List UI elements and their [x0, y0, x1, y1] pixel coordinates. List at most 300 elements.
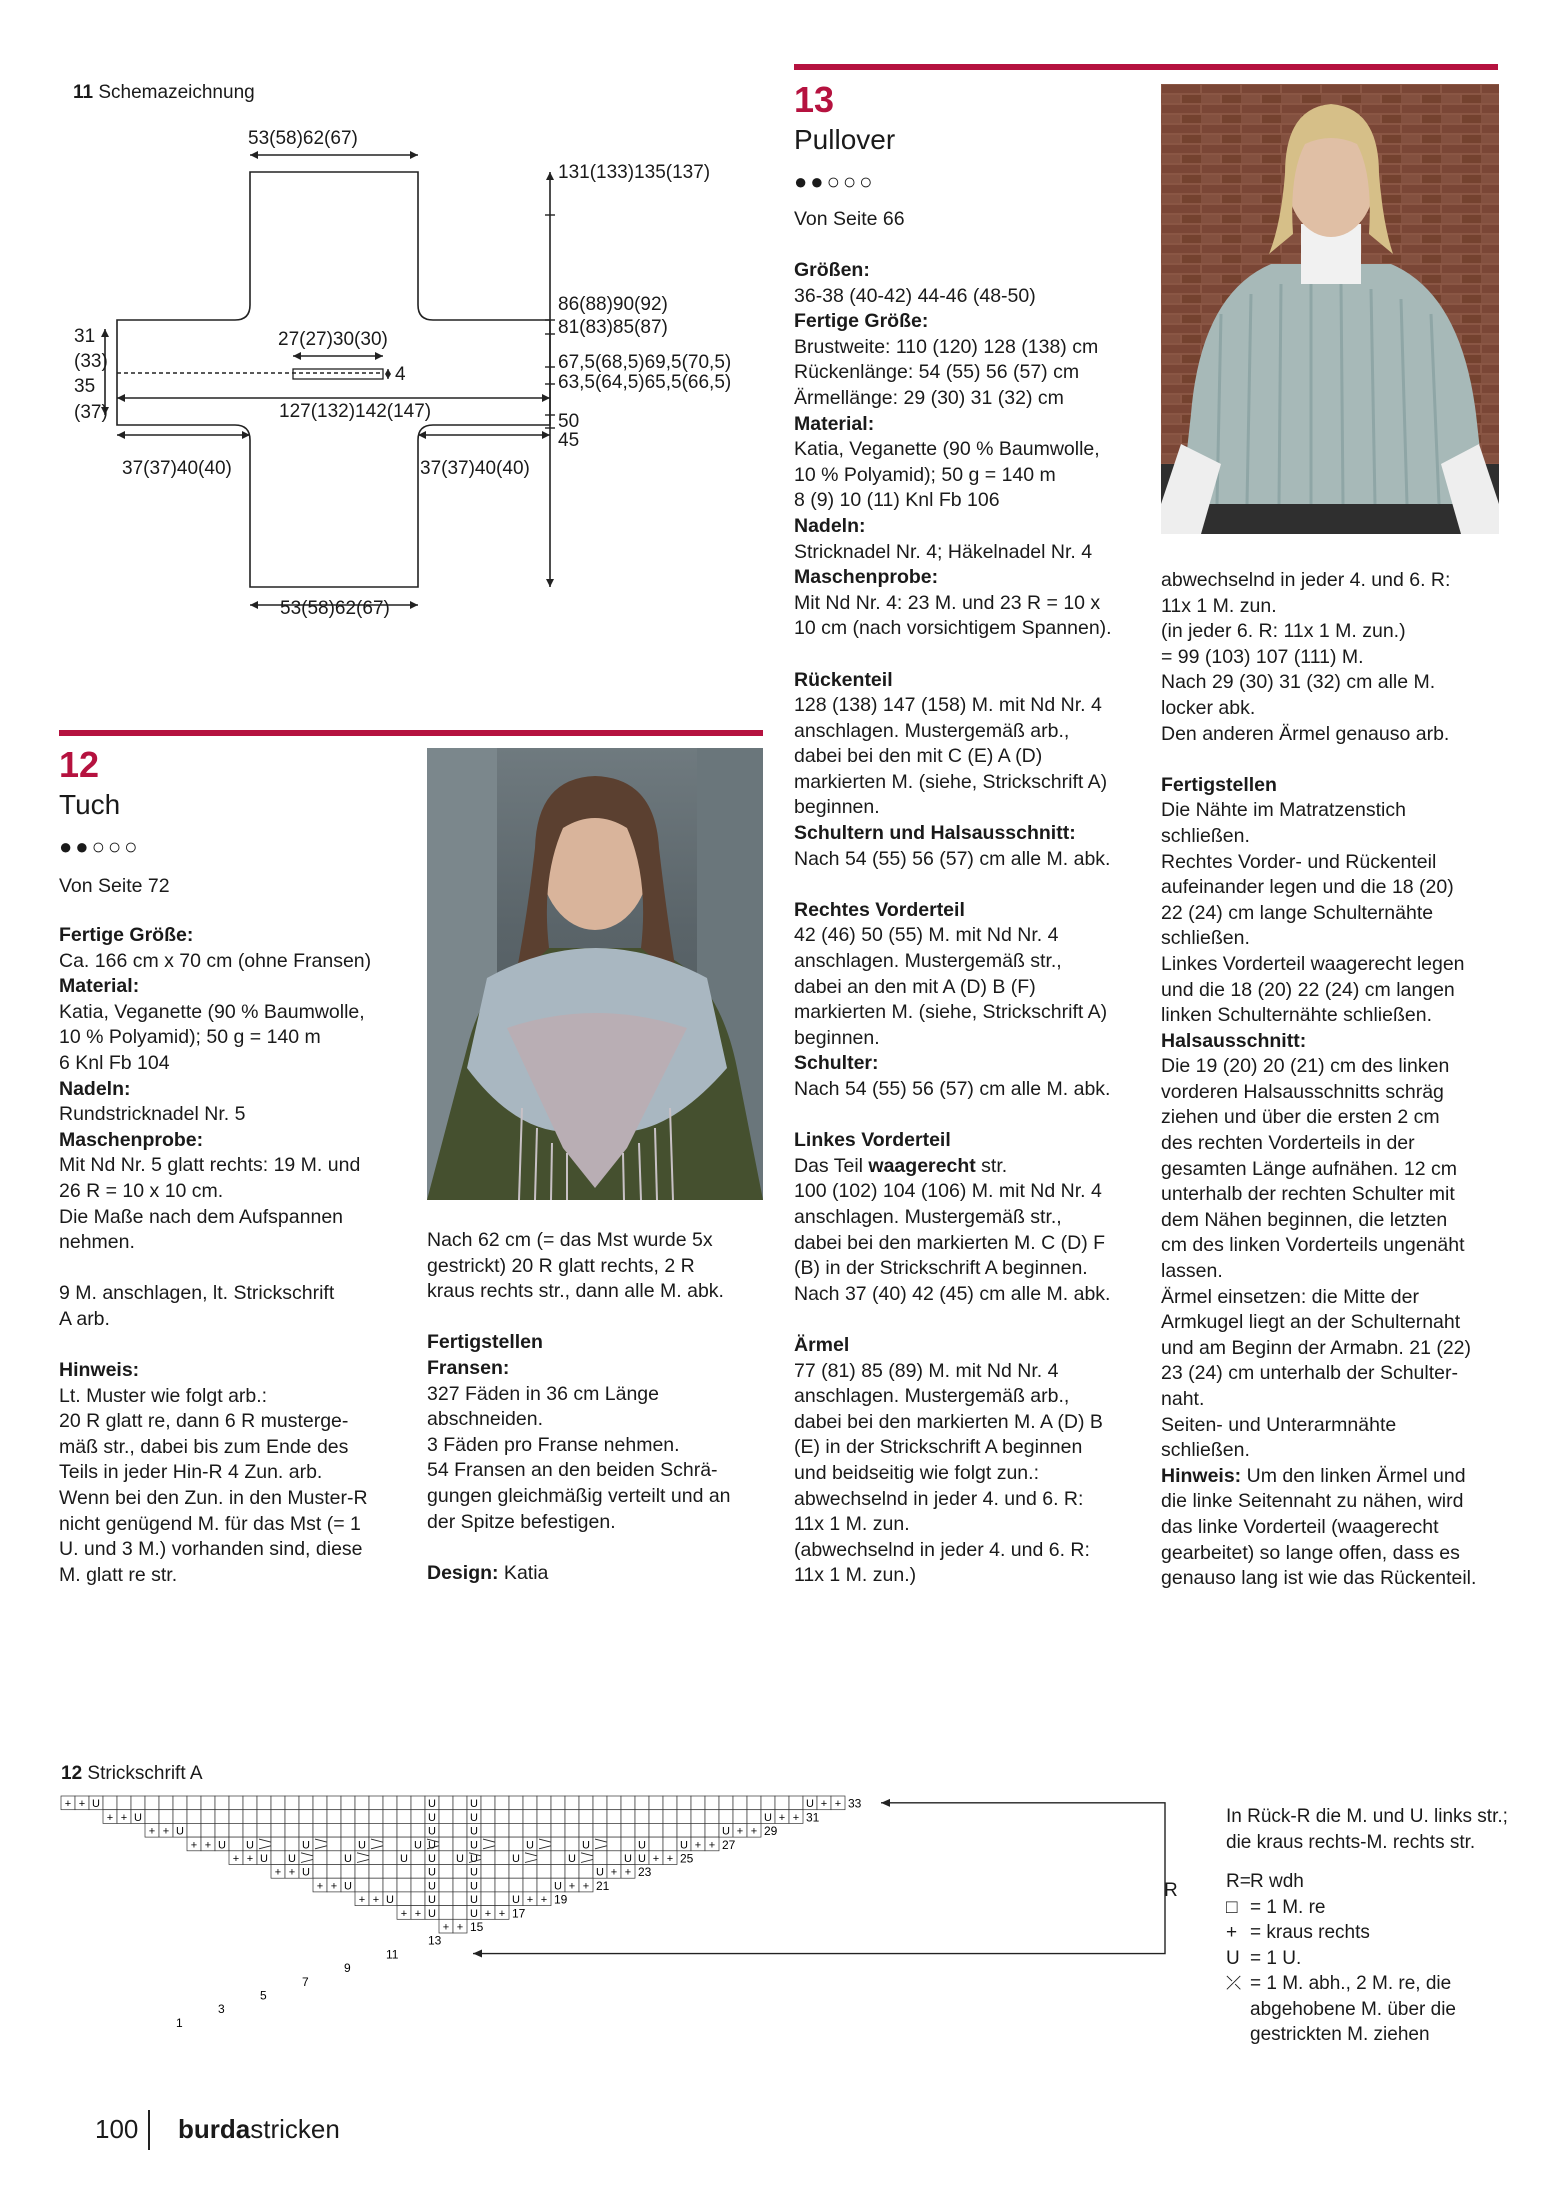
- chart-row-number: 23: [638, 1865, 652, 1880]
- chart-cell: [733, 1810, 747, 1824]
- chart-symbol: U: [456, 1853, 464, 1865]
- text-line: [59, 1512, 399, 1538]
- text-normal: Katia, Veganette (90 % Baumwolle,: [59, 1000, 365, 1023]
- dim-67: 67,5(68,5)69,5(70,5): [558, 352, 732, 373]
- chart-symbol: +: [456, 1921, 464, 1934]
- chart-cell: [313, 1851, 327, 1865]
- chart-cell: [719, 1796, 733, 1810]
- chart-symbol: +: [358, 1894, 366, 1907]
- legend-description: = 1 M. re: [1250, 1896, 1326, 1918]
- chart-cell: [621, 1837, 635, 1851]
- chart-symbol: +: [526, 1894, 534, 1907]
- text-line: [794, 488, 1139, 514]
- chart-symbol: U: [764, 1811, 772, 1824]
- chart-symbol: U: [568, 1853, 576, 1865]
- text-line: [794, 1231, 1139, 1257]
- text-line: [59, 1179, 399, 1205]
- chart-symbol: U: [554, 1880, 562, 1893]
- text-bold: Linkes Vorderteil: [794, 1129, 951, 1152]
- chart-cell: [453, 1796, 467, 1810]
- text-normal: U. und 3 M.) vorhanden sind, diese: [59, 1538, 363, 1561]
- legend-item: [1226, 1946, 1516, 1972]
- text-line: [794, 821, 1139, 847]
- spacer: [794, 872, 1139, 898]
- chart-row-number: 5: [260, 1988, 267, 2003]
- text-line: [1161, 901, 1506, 927]
- legend-description: R wdh: [1250, 1871, 1304, 1892]
- text-normal: ziehen und über die ersten 2 cm: [1161, 1106, 1440, 1129]
- chart-cell: [271, 1796, 285, 1810]
- chart-cell: [495, 1823, 509, 1837]
- pullover-column-1: [794, 258, 1139, 1589]
- chart-cell: [621, 1823, 635, 1837]
- chart-symbol: +: [120, 1811, 128, 1824]
- page-number: 100: [95, 2114, 139, 2144]
- chart-cell: [285, 1823, 299, 1837]
- chart-cell: [495, 1865, 509, 1879]
- chart-cell: [607, 1810, 621, 1824]
- text-line: [59, 1307, 399, 1333]
- chart-cell: [285, 1810, 299, 1824]
- chart-cell: [453, 1865, 467, 1879]
- chart-row-number: 11: [386, 1947, 399, 1962]
- chart-symbol: U: [344, 1880, 352, 1893]
- pullover-difficulty: ●●○○○: [794, 169, 876, 194]
- brand-logo: burdastricken: [178, 2114, 340, 2144]
- text-line: [1161, 875, 1506, 901]
- chart-row-number: 13: [428, 1933, 442, 1948]
- chart-symbol: +: [652, 1853, 660, 1865]
- text-line: [1161, 1080, 1506, 1106]
- text-normal: Nach 37 (40) 42 (45) cm alle M. abk.: [794, 1282, 1111, 1305]
- text-normal: = 99 (103) 107 (111) M.: [1161, 645, 1364, 668]
- chart-cell: [411, 1796, 425, 1810]
- text-normal: naht.: [1161, 1388, 1205, 1410]
- chart-cell: [271, 1810, 285, 1824]
- text-normal: Brustweite: 110 (120) 128 (138) cm: [794, 335, 1099, 358]
- text-normal: anschlagen. Mustergemäß arb.,: [794, 719, 1070, 742]
- chart-cell: [495, 1878, 509, 1892]
- text-normal: (B) in der Strickschrift A beginnen.: [794, 1257, 1088, 1280]
- text-line: [427, 1458, 767, 1484]
- text-line: [427, 1561, 767, 1587]
- chart-symbol: U: [344, 1853, 352, 1865]
- chart-cell: [369, 1851, 383, 1865]
- legend-item: [1226, 1895, 1516, 1921]
- text-normal: Linkes Vorderteil waagerecht legen: [1161, 952, 1465, 975]
- text-normal: Das Teil: [794, 1154, 869, 1177]
- chart-cell: [747, 1810, 761, 1824]
- text-line: [1161, 1438, 1506, 1464]
- chart-cell: [593, 1796, 607, 1810]
- repeat-arrow: [473, 1950, 482, 1958]
- chart-cell: [705, 1823, 719, 1837]
- chart-cell: [397, 1810, 411, 1824]
- chart-cell: [677, 1796, 691, 1810]
- chart-cell: [481, 1796, 495, 1810]
- text-line: [1161, 1464, 1506, 1490]
- legend-item: [1226, 1869, 1516, 1895]
- chart-cell: [523, 1810, 537, 1824]
- chart-cell: [397, 1837, 411, 1851]
- text-normal: des rechten Vorderteils in der: [1161, 1132, 1415, 1155]
- chart-cell: [551, 1865, 565, 1879]
- text-normal: Nach 62 cm (= das Mst wurde 5x: [427, 1229, 713, 1251]
- chart-cell: [453, 1892, 467, 1906]
- chart-symbol: U: [624, 1853, 632, 1865]
- chart-cell: [663, 1837, 677, 1851]
- dim-81: 81(83)85(87): [558, 317, 668, 338]
- chart-row-number: 21: [596, 1878, 610, 1893]
- text-normal: (in jeder 6. R: 11x 1 M. zun.): [1161, 620, 1406, 643]
- chart-cell: [383, 1810, 397, 1824]
- text-line: [794, 1128, 1139, 1154]
- text-line: [59, 1563, 399, 1589]
- text-line: [794, 1256, 1139, 1282]
- chart-symbol: +: [414, 1907, 422, 1920]
- text-normal: Nach 54 (55) 56 (57) cm alle M. abk.: [794, 1078, 1111, 1100]
- chart-cell: [327, 1796, 341, 1810]
- text-normal: Ärmel einsetzen: die Mitte der: [1161, 1285, 1419, 1308]
- tuch-column-2: [427, 1228, 767, 1586]
- text-normal: und beidseitig wie folgt zun.:: [794, 1461, 1039, 1484]
- text-bold: Hinweis:: [59, 1359, 140, 1382]
- text-line: [427, 1382, 767, 1408]
- text-normal: Die 19 (20) 20 (21) cm des linken: [1161, 1055, 1450, 1078]
- chart-cell: [649, 1837, 663, 1851]
- text-line: [59, 1281, 399, 1307]
- chart-cell: [341, 1865, 355, 1879]
- chart-cell: [551, 1796, 565, 1810]
- text-normal: nehmen.: [59, 1231, 135, 1254]
- chart-symbol: U: [302, 1839, 310, 1852]
- chart-symbol: +: [330, 1880, 338, 1893]
- chart-cell: [537, 1878, 551, 1892]
- text-normal: dem Nähen beginnen, die letzten: [1161, 1208, 1448, 1231]
- chart-symbol: +: [694, 1839, 702, 1852]
- chart-cell: [733, 1796, 747, 1810]
- chart-symbol: +: [792, 1811, 800, 1824]
- text-line: [59, 974, 399, 1000]
- text-bold: Größen:: [794, 259, 870, 281]
- chart-symbol: +: [582, 1880, 590, 1893]
- chart-cell: [663, 1823, 677, 1837]
- text-normal: 100 (102) 104 (106) M. mit Nd Nr. 4: [794, 1180, 1102, 1203]
- chart-cell: [565, 1810, 579, 1824]
- text-bold: waagerecht: [868, 1154, 976, 1177]
- chart-cell: [775, 1796, 789, 1810]
- chart-symbol: +: [162, 1825, 170, 1838]
- chart-symbol: +: [568, 1880, 576, 1893]
- chart-cell: [453, 1837, 467, 1851]
- chart-symbol: U: [358, 1839, 366, 1852]
- legend-description: = 1 M. abh., 2 M. re, die abgehobene M. über die gestrickten M. ziehen: [1250, 1973, 1456, 2045]
- spacer: [794, 642, 1139, 668]
- schematic-drawing: [60, 115, 580, 635]
- chart-cell: [215, 1796, 229, 1810]
- chart-symbol: U: [470, 1894, 478, 1907]
- chart-symbol: U: [302, 1866, 310, 1879]
- text-line: [794, 1051, 1139, 1077]
- text-line: [59, 923, 399, 949]
- chart-cell: [257, 1810, 271, 1824]
- chart-cell: [439, 1892, 453, 1906]
- text-line: [1161, 670, 1506, 696]
- chart-symbol: +: [484, 1907, 492, 1920]
- text-normal: 54 Fransen an den beiden Schrä-: [427, 1459, 718, 1482]
- chart-cell: [635, 1796, 649, 1810]
- chart-cell: [439, 1823, 453, 1837]
- chart-cell: [439, 1837, 453, 1851]
- chart-cell: [579, 1823, 593, 1837]
- chart-cell: [159, 1810, 173, 1824]
- text-line: [427, 1510, 767, 1536]
- text-normal: Teils in jeder Hin-R 4 Zun. arb.: [59, 1461, 323, 1484]
- chart-symbol: U: [470, 1825, 478, 1838]
- text-line: [1161, 594, 1506, 620]
- chart-cell: [565, 1796, 579, 1810]
- chart-cell: [691, 1823, 705, 1837]
- chart-cell: [509, 1796, 523, 1810]
- text-normal: Mit Nd Nr. 4: 23 M. und 23 R = 10 x: [794, 591, 1101, 614]
- pullover-photo: [1161, 84, 1499, 534]
- chart-symbol: +: [442, 1921, 450, 1934]
- chart-symbol: U: [470, 1907, 478, 1920]
- chart-cell: [285, 1837, 299, 1851]
- text-normal: Nach 29 (30) 31 (32) cm alle M.: [1161, 671, 1436, 694]
- chart-cell: [327, 1810, 341, 1824]
- text-bold: Design:: [427, 1561, 499, 1584]
- text-normal: mäß str., dabei bis zum Ende des: [59, 1435, 349, 1458]
- text-normal: 3 Fäden pro Franse nehmen.: [427, 1433, 680, 1456]
- text-line: [794, 565, 1139, 591]
- text-line: [59, 1409, 399, 1435]
- text-line: [59, 1077, 399, 1103]
- chart-cell: [299, 1810, 313, 1824]
- text-line: [59, 1153, 399, 1179]
- tuch-difficulty: ●●○○○: [59, 834, 141, 859]
- chart-cell: [579, 1796, 593, 1810]
- chart-cell: [677, 1810, 691, 1824]
- text-line: [1161, 568, 1506, 594]
- text-normal: abwechselnd in jeder 4. und 6. R:: [1161, 569, 1451, 591]
- chart-cell: [621, 1810, 635, 1824]
- chart-cell: [397, 1865, 411, 1879]
- text-line: [59, 1486, 399, 1512]
- text-line: [59, 1230, 399, 1256]
- chart-cell: [579, 1865, 593, 1879]
- chart-symbol: U: [470, 1839, 478, 1852]
- dim-50: 50: [558, 411, 580, 432]
- chart-cell: [635, 1810, 649, 1824]
- chart-symbol: +: [778, 1811, 786, 1824]
- chart-symbol: U: [470, 1853, 478, 1865]
- chart-row-number: 33: [848, 1796, 862, 1811]
- chart-cell: [369, 1796, 383, 1810]
- dim-63: 63,5(64,5)65,5(66,5): [558, 372, 732, 393]
- chart-symbol: U: [260, 1853, 268, 1865]
- chart-cell: [537, 1865, 551, 1879]
- legend-intro: In Rück-R die M. und U. links str.; die kraus rechts-M. rechts str.: [1226, 1806, 1508, 1853]
- chart-cell: [313, 1810, 327, 1824]
- chart-symbol: +: [498, 1907, 506, 1920]
- chart-cell: [201, 1810, 215, 1824]
- text-normal: cm des linken Vorderteils ungenäht: [1161, 1234, 1465, 1257]
- legend-symbol: U: [1226, 1947, 1240, 1969]
- text-bold: Schulter:: [794, 1052, 879, 1075]
- text-line: [794, 923, 1139, 949]
- text-normal: Rundstricknadel Nr. 5: [59, 1103, 246, 1126]
- text-bold: Rechtes Vorderteil: [794, 898, 965, 921]
- text-line: [59, 1051, 399, 1077]
- text-bold: Material:: [794, 412, 875, 435]
- dim-45: 45: [558, 430, 580, 451]
- chart-symbol: +: [274, 1866, 282, 1879]
- chart-symbol: U: [428, 1866, 436, 1879]
- chart-cell: [383, 1823, 397, 1837]
- chart-cell: [341, 1796, 355, 1810]
- chart-cell: [341, 1823, 355, 1837]
- text-line: [794, 258, 1139, 284]
- text-normal: gestrickt) 20 R glatt rechts, 2 R: [427, 1254, 695, 1277]
- text-line: [427, 1279, 767, 1305]
- chart-cell: [313, 1796, 327, 1810]
- text-line: [59, 1435, 399, 1461]
- chart-cell: [383, 1878, 397, 1892]
- text-line: [427, 1330, 767, 1356]
- text-line: [427, 1433, 767, 1459]
- chart-cell: [397, 1796, 411, 1810]
- dim-left-1: 31: [74, 326, 96, 347]
- text-line: [794, 335, 1139, 361]
- text-line: [794, 949, 1139, 975]
- text-line: [794, 284, 1139, 310]
- text-bold: Halsausschnitt:: [1161, 1029, 1307, 1052]
- text-line: [1161, 798, 1506, 824]
- text-bold: Fertige Größe:: [794, 310, 929, 333]
- pullover-title: Pullover: [794, 124, 896, 155]
- chart-label: 12 Strickschrift A: [61, 1763, 203, 1784]
- text-normal: Katia, Veganette (90 % Baumwolle,: [794, 438, 1100, 461]
- text-normal: schließen.: [1161, 1439, 1250, 1462]
- chart-cell: [593, 1823, 607, 1837]
- chart-cell: [439, 1796, 453, 1810]
- chart-cell: [607, 1796, 621, 1810]
- dim-top-width: 53(58)62(67): [248, 128, 358, 149]
- text-normal: 327 Fäden in 36 cm Länge: [427, 1382, 660, 1405]
- dim-total-height: 131(133)135(137): [558, 162, 711, 183]
- text-normal: Lt. Muster wie folgt arb.:: [59, 1384, 268, 1407]
- chart-cell: [243, 1810, 257, 1824]
- chart-symbol: +: [820, 1798, 828, 1811]
- chart-cell: [397, 1892, 411, 1906]
- chart-cell: [313, 1865, 327, 1879]
- chart-row-number: 19: [554, 1892, 568, 1907]
- chart-symbol: U: [638, 1853, 646, 1865]
- chart-cell: [439, 1851, 453, 1865]
- text-normal: kraus rechts str., dann alle M. abk.: [427, 1280, 724, 1303]
- dim-slit-width: 27(27)30(30): [278, 329, 388, 350]
- text-line: [1161, 722, 1506, 748]
- chart-cell: [369, 1865, 383, 1879]
- chart-cell: [313, 1823, 327, 1837]
- text-line: [794, 309, 1139, 335]
- text-line: [794, 386, 1139, 412]
- dim-left-3: 35: [74, 376, 96, 397]
- chart-cell: [299, 1823, 313, 1837]
- text-normal: 6 Knl Fb 104: [59, 1051, 170, 1074]
- pullover-number: 13: [794, 79, 835, 120]
- chart-cell: [327, 1851, 341, 1865]
- chart-row-number: 1: [176, 2015, 183, 2030]
- text-line: [59, 1537, 399, 1563]
- chart-symbol: +: [624, 1866, 632, 1879]
- chart-cell: [299, 1796, 313, 1810]
- text-line: [794, 1000, 1139, 1026]
- chart-cell: [215, 1810, 229, 1824]
- chart-cell: [621, 1796, 635, 1810]
- text-line: [59, 1102, 399, 1128]
- text-normal: 11x 1 M. zun.): [794, 1564, 917, 1587]
- text-line: [1161, 619, 1506, 645]
- text-line: [794, 1461, 1139, 1487]
- chart-symbol: U: [92, 1798, 100, 1811]
- text-line: [794, 719, 1139, 745]
- text-normal: Rechtes Vorder- und Rückenteil: [1161, 850, 1437, 873]
- text-line: [1161, 952, 1506, 978]
- chart-symbol: U: [428, 1825, 436, 1838]
- chart-cell: [481, 1851, 495, 1865]
- legend-symbol: R=: [1226, 1871, 1251, 1892]
- text-line: [1161, 1515, 1506, 1541]
- text-line: [794, 616, 1139, 642]
- chart-cell: [439, 1865, 453, 1879]
- chart-cell: [509, 1878, 523, 1892]
- text-line: [1161, 1541, 1506, 1567]
- text-line: [427, 1407, 767, 1433]
- text-normal: markierten M. (siehe, Strickschrift A): [794, 1001, 1108, 1024]
- text-bold: Material:: [59, 975, 140, 998]
- text-line: [794, 540, 1139, 566]
- chart-symbol: U: [176, 1825, 184, 1838]
- chart-cell: [383, 1865, 397, 1879]
- chart-cell: [271, 1851, 285, 1865]
- text-line: [794, 770, 1139, 796]
- text-normal: 22 (24) cm lange Schulternähte: [1161, 901, 1434, 924]
- chart-cell: [649, 1810, 663, 1824]
- text-line: [427, 1228, 767, 1254]
- text-normal: beginnen.: [794, 1026, 880, 1049]
- chart-symbol: U: [428, 1798, 436, 1811]
- legend-item: [1226, 1971, 1516, 2048]
- chart-row-number: 9: [344, 1961, 351, 1976]
- chart-symbol: +: [750, 1825, 758, 1838]
- text-bold: Maschenprobe:: [794, 566, 939, 589]
- text-normal: Die Nähte im Matratzenstich: [1161, 799, 1406, 822]
- text-line: [1161, 1259, 1506, 1285]
- chart-cell: [579, 1810, 593, 1824]
- text-normal: 23 (24) cm unterhalb der Schulter-: [1161, 1362, 1458, 1385]
- tuch-photo: [427, 748, 763, 1200]
- chart-row-number: 7: [302, 1974, 309, 1989]
- chart-symbol: U: [428, 1907, 436, 1920]
- chart-symbol: U: [638, 1839, 646, 1852]
- text-line: [1161, 1157, 1506, 1183]
- chart-cell: [117, 1796, 131, 1810]
- legend-symbol: □: [1226, 1896, 1238, 1918]
- text-line: [794, 795, 1139, 821]
- text-bold: Nadeln:: [59, 1077, 131, 1100]
